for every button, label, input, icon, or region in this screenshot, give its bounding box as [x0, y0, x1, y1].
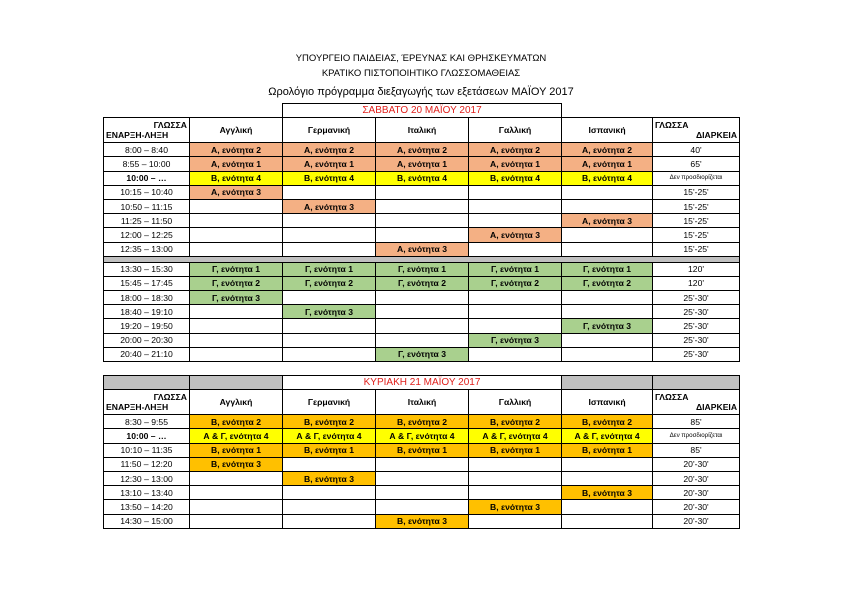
title-spacer-left	[190, 104, 283, 118]
exam-cell	[376, 228, 469, 242]
duration-cell: 85'	[653, 415, 740, 429]
exam-cell: Α, ενότητα 1	[562, 157, 653, 171]
exam-cell	[190, 228, 283, 242]
exam-cell	[376, 471, 469, 485]
exam-cell: Γ, ενότητα 1	[190, 262, 283, 276]
saturday-header-row	[104, 118, 740, 143]
time-slot: 10:00 – …	[104, 429, 190, 443]
exam-cell	[562, 242, 653, 256]
duration-cell: 40'	[653, 143, 740, 157]
duration-cell: 20'-30'	[653, 500, 740, 514]
language-label: ΓΛΩΣΣΑ	[655, 120, 689, 131]
sunday-day-title: ΚΥΡΙΑΚΗ 21 ΜΑΪΟΥ 2017	[283, 376, 562, 390]
time-slot: 20:00 – 20:30	[104, 333, 190, 347]
time-slot: 18:40 – 19:10	[104, 305, 190, 319]
exam-cell: Α & Γ, ενότητα 4	[376, 429, 469, 443]
time-slot: 8:00 – 8:40	[104, 143, 190, 157]
exam-cell: Α, ενότητα 1	[469, 157, 562, 171]
exam-cell	[283, 457, 376, 471]
exam-cell: Γ, ενότητα 2	[376, 276, 469, 290]
exam-cell: Α, ενότητα 3	[562, 214, 653, 228]
duration-header	[653, 118, 740, 143]
language-column-header: Αγγλική	[190, 118, 283, 143]
schedule-row	[104, 415, 740, 429]
duration-cell: 25'-30'	[653, 333, 740, 347]
exam-cell: Α, ενότητα 2	[376, 143, 469, 157]
exam-cell	[469, 199, 562, 213]
exam-cell	[562, 305, 653, 319]
language-column-header: Γαλλική	[469, 118, 562, 143]
exam-cell	[283, 333, 376, 347]
exam-cell	[376, 486, 469, 500]
exam-cell	[190, 347, 283, 361]
exam-cell	[283, 514, 376, 528]
exam-cell: Β, ενότητα 2	[283, 415, 376, 429]
exam-cell	[469, 185, 562, 199]
exam-cell: Β, ενότητα 3	[283, 471, 376, 485]
exam-cell: Α, ενότητα 3	[283, 199, 376, 213]
language-column-header: Ιταλική	[376, 390, 469, 415]
duration-cell: 120'	[653, 262, 740, 276]
exam-cell	[469, 471, 562, 485]
time-slot: 10:10 – 11:35	[104, 443, 190, 457]
schedule-row	[104, 157, 740, 171]
exam-cell: Α, ενότητα 1	[283, 157, 376, 171]
duration-cell: 15'-25'	[653, 185, 740, 199]
time-slot: 12:30 – 13:00	[104, 471, 190, 485]
schedule-row	[104, 457, 740, 471]
exam-cell: Β, ενότητα 3	[562, 486, 653, 500]
exam-cell	[562, 199, 653, 213]
title-spacer-left	[104, 104, 190, 118]
exam-cell: Γ, ενότητα 3	[562, 319, 653, 333]
exam-cell: Α & Γ, ενότητα 4	[469, 429, 562, 443]
exam-cell: Β, ενότητα 4	[376, 171, 469, 185]
schedule-row	[104, 185, 740, 199]
schedule-title: Ωρολόγιο πρόγραμμα διεξαγωγής των εξετάσεων ΜΑΪΟΥ 2017	[268, 86, 574, 98]
exam-cell: Β, ενότητα 1	[190, 443, 283, 457]
schedule-row	[104, 143, 740, 157]
time-slot: 15:45 – 17:45	[104, 276, 190, 290]
exam-cell: Γ, ενότητα 1	[469, 262, 562, 276]
start-end-header	[104, 390, 190, 415]
exam-cell: Β, ενότητα 1	[562, 443, 653, 457]
schedule-row	[104, 242, 740, 256]
exam-cell: Α & Γ, ενότητα 4	[283, 429, 376, 443]
schedule-row	[104, 443, 740, 457]
time-slot: 10:50 – 11:15	[104, 199, 190, 213]
duration-cell: 15'-25'	[653, 242, 740, 256]
exam-cell: Α, ενότητα 1	[190, 157, 283, 171]
exam-cell: Β, ενότητα 1	[376, 443, 469, 457]
schedule-row	[104, 500, 740, 514]
duration-cell: 65'	[653, 157, 740, 171]
ministry-heading: ΥΠΟΥΡΓΕΙΟ ΠΑΙΔΕΙΑΣ, ΈΡΕΥΝΑΣ ΚΑΙ ΘΡΗΣΚΕΥΜΑΤΩΝ	[295, 53, 547, 64]
exam-cell	[283, 500, 376, 514]
exam-cell: Β, ενότητα 3	[376, 514, 469, 528]
exam-cell	[469, 305, 562, 319]
exam-cell	[469, 347, 562, 361]
exam-cell	[562, 514, 653, 528]
duration-cell: 20'-30'	[653, 514, 740, 528]
title-spacer-right	[653, 104, 740, 118]
exam-cell	[469, 457, 562, 471]
title-spacer-right	[562, 376, 653, 390]
sunday-header-row	[104, 390, 740, 415]
time-slot: 13:10 – 13:40	[104, 486, 190, 500]
time-slot: 13:30 – 15:30	[104, 262, 190, 276]
exam-cell	[469, 291, 562, 305]
duration-cell: 15'-25'	[653, 228, 740, 242]
duration-cell: 25'-30'	[653, 319, 740, 333]
duration-cell: 25'-30'	[653, 347, 740, 361]
exam-cell: Β, ενότητα 4	[562, 171, 653, 185]
exam-cell	[376, 333, 469, 347]
schedule-row	[104, 514, 740, 528]
time-slot: 11:50 – 12:20	[104, 457, 190, 471]
saturday-schedule-table	[103, 103, 740, 362]
exam-cell	[283, 486, 376, 500]
exam-cell: Β, ενότητα 3	[469, 500, 562, 514]
exam-cell	[469, 319, 562, 333]
exam-cell: Γ, ενότητα 2	[190, 276, 283, 290]
exam-cell: Α & Γ, ενότητα 4	[562, 429, 653, 443]
exam-cell: Α, ενότητα 2	[562, 143, 653, 157]
exam-cell	[376, 457, 469, 471]
schedule-row	[104, 347, 740, 361]
exam-cell: Γ, ενότητα 1	[283, 262, 376, 276]
exam-cell: Β, ενότητα 4	[283, 171, 376, 185]
duration-cell: 15'-25'	[653, 214, 740, 228]
schedule-row	[104, 262, 740, 276]
language-column-header: Ιταλική	[376, 118, 469, 143]
exam-cell	[283, 242, 376, 256]
exam-cell	[376, 500, 469, 514]
exam-cell: Α, ενότητα 3	[190, 185, 283, 199]
title-spacer-right	[653, 376, 740, 390]
exam-cell: Α, ενότητα 2	[190, 143, 283, 157]
time-slot: 12:35 – 13:00	[104, 242, 190, 256]
exam-cell: Β, ενότητα 1	[469, 443, 562, 457]
schedule-row	[104, 276, 740, 290]
duration-cell: Δεν προσδιορίζεται	[653, 429, 740, 443]
time-slot: 18:00 – 18:30	[104, 291, 190, 305]
duration-cell: 85'	[653, 443, 740, 457]
exam-cell	[562, 333, 653, 347]
duration-cell: Δεν προσδιορίζεται	[653, 171, 740, 185]
exam-cell	[376, 199, 469, 213]
exam-cell: Β, ενότητα 2	[562, 415, 653, 429]
exam-cell	[562, 471, 653, 485]
duration-cell: 25'-30'	[653, 291, 740, 305]
duration-header	[653, 390, 740, 415]
exam-cell	[190, 305, 283, 319]
exam-cell	[376, 185, 469, 199]
exam-cell	[190, 214, 283, 228]
language-label: ΓΛΩΣΣΑ	[655, 392, 689, 403]
time-slot: 11:25 – 11:50	[104, 214, 190, 228]
schedule-row	[104, 319, 740, 333]
exam-cell	[376, 214, 469, 228]
sunday-schedule-table	[103, 375, 740, 529]
duration-cell: 120'	[653, 276, 740, 290]
time-slot: 12:00 – 12:25	[104, 228, 190, 242]
exam-cell: Α, ενότητα 1	[376, 157, 469, 171]
exam-cell: Γ, ενότητα 3	[190, 291, 283, 305]
exam-cell	[190, 333, 283, 347]
schedule-row	[104, 228, 740, 242]
title-spacer-left	[190, 376, 283, 390]
exam-cell	[562, 185, 653, 199]
exam-cell	[283, 228, 376, 242]
language-column-header: Γερμανική	[283, 118, 376, 143]
exam-cell	[376, 305, 469, 319]
exam-cell	[376, 291, 469, 305]
exam-cell	[562, 500, 653, 514]
exam-cell	[376, 319, 469, 333]
exam-cell	[283, 291, 376, 305]
exam-cell	[469, 242, 562, 256]
duration-label: ΔΙΑΡΚΕΙΑ	[695, 130, 738, 141]
schedule-row	[104, 471, 740, 485]
time-slot: 14:30 – 15:00	[104, 514, 190, 528]
exam-cell: Γ, ενότητα 2	[562, 276, 653, 290]
language-column-header: Γαλλική	[469, 390, 562, 415]
exam-cell: Β, ενότητα 2	[190, 415, 283, 429]
time-slot: 13:50 – 14:20	[104, 500, 190, 514]
title-spacer-right	[562, 104, 653, 118]
exam-cell	[469, 486, 562, 500]
exam-cell	[190, 514, 283, 528]
start-end-label: ΕΝΑΡΞΗ-ΛΗΞΗ	[106, 402, 169, 413]
schedule-row	[104, 333, 740, 347]
language-column-header: Ισπανική	[562, 390, 653, 415]
exam-cell: Β, ενότητα 1	[283, 443, 376, 457]
exam-cell	[283, 347, 376, 361]
language-label: ΓΛΩΣΣΑ	[153, 120, 187, 131]
exam-cell: Β, ενότητα 4	[469, 171, 562, 185]
time-slot: 19:20 – 19:50	[104, 319, 190, 333]
exam-cell	[469, 514, 562, 528]
schedule-row	[104, 291, 740, 305]
exam-cell: Γ, ενότητα 1	[376, 262, 469, 276]
exam-cell: Γ, ενότητα 3	[283, 305, 376, 319]
time-slot: 10:00 – …	[104, 171, 190, 185]
exam-cell: Β, ενότητα 2	[376, 415, 469, 429]
exam-cell: Β, ενότητα 2	[469, 415, 562, 429]
time-slot: 10:15 – 10:40	[104, 185, 190, 199]
language-column-header: Αγγλική	[190, 390, 283, 415]
language-column-header: Γερμανική	[283, 390, 376, 415]
exam-cell: Α & Γ, ενότητα 4	[190, 429, 283, 443]
exam-cell	[469, 214, 562, 228]
exam-cell: Γ, ενότητα 2	[469, 276, 562, 290]
exam-cell	[562, 291, 653, 305]
exam-cell	[562, 228, 653, 242]
time-slot: 20:40 – 21:10	[104, 347, 190, 361]
exam-cell	[283, 319, 376, 333]
exam-cell	[562, 457, 653, 471]
saturday-day-title: ΣΑΒΒΑΤΟ 20 ΜΑΪΟΥ 2017	[283, 104, 562, 118]
exam-cell	[190, 486, 283, 500]
exam-cell: Α, ενότητα 2	[283, 143, 376, 157]
exam-cell: Α, ενότητα 3	[376, 242, 469, 256]
schedule-row	[104, 486, 740, 500]
time-slot: 8:55 – 10:00	[104, 157, 190, 171]
language-column-header: Ισπανική	[562, 118, 653, 143]
exam-cell	[562, 347, 653, 361]
exam-cell	[283, 214, 376, 228]
sunday-title-row	[104, 376, 740, 390]
schedule-row	[104, 199, 740, 213]
exam-cell: Β, ενότητα 3	[190, 457, 283, 471]
exam-cell: Α, ενότητα 2	[469, 143, 562, 157]
duration-cell: 20'-30'	[653, 471, 740, 485]
language-label: ΓΛΩΣΣΑ	[153, 392, 187, 403]
schedule-row	[104, 171, 740, 185]
start-end-header	[104, 118, 190, 143]
duration-label: ΔΙΑΡΚΕΙΑ	[695, 402, 738, 413]
exam-cell	[190, 199, 283, 213]
schedule-row	[104, 305, 740, 319]
duration-cell: 20'-30'	[653, 486, 740, 500]
exam-cell: Γ, ενότητα 3	[376, 347, 469, 361]
certificate-heading: ΚΡΑΤΙΚΟ ΠΙΣΤΟΠΟΙΗΤΙΚΟ ΓΛΩΣΣΟΜΑΘΕΙΑΣ	[321, 68, 521, 79]
start-end-label: ΕΝΑΡΞΗ-ΛΗΞΗ	[106, 130, 169, 141]
exam-cell: Β, ενότητα 4	[190, 171, 283, 185]
exam-cell	[190, 319, 283, 333]
exam-cell	[190, 471, 283, 485]
exam-cell: Α, ενότητα 3	[469, 228, 562, 242]
saturday-title-row	[104, 104, 740, 118]
exam-cell	[190, 242, 283, 256]
time-slot: 8:30 – 9:55	[104, 415, 190, 429]
duration-cell: 25'-30'	[653, 305, 740, 319]
duration-cell: 15'-25'	[653, 199, 740, 213]
exam-cell: Γ, ενότητα 2	[283, 276, 376, 290]
title-spacer-left	[104, 376, 190, 390]
exam-cell: Γ, ενότητα 1	[562, 262, 653, 276]
schedule-row	[104, 429, 740, 443]
exam-cell	[190, 500, 283, 514]
exam-cell	[283, 185, 376, 199]
exam-cell: Γ, ενότητα 3	[469, 333, 562, 347]
schedule-row	[104, 214, 740, 228]
duration-cell: 20'-30'	[653, 457, 740, 471]
